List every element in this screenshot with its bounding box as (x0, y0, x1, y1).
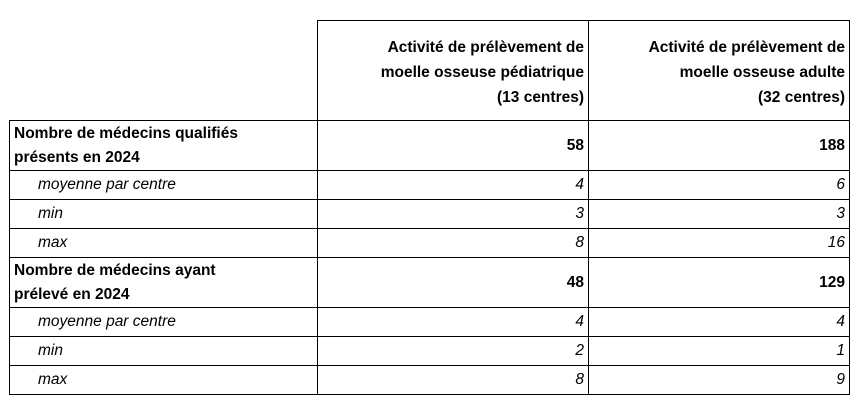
section-row-qualified (10, 121, 850, 171)
header-pediatric-line-2: moelle osseuse pédiatrique (380, 64, 584, 81)
section-value-adult: 188 (589, 121, 850, 171)
header-blank-cell (10, 21, 318, 121)
row-value-pediatric: 3 (318, 200, 589, 229)
section-value-pediatric: 48 (318, 258, 589, 308)
table-row (10, 308, 850, 337)
section-label-sampled (10, 258, 318, 308)
header-pediatric (318, 21, 589, 121)
section-label-line-1: Nombre de médecins qualifiés (14, 124, 238, 142)
row-label: moyenne par centre (10, 171, 318, 200)
section-label-line-2: présents en 2024 (14, 148, 140, 166)
header-adult-line-3: (32 centres) (757, 89, 845, 106)
row-value-adult: 9 (589, 366, 850, 395)
table-row (10, 366, 850, 395)
header-pediatric-line-3: (13 centres) (496, 89, 584, 106)
table-row (10, 200, 850, 229)
row-label: moyenne par centre (10, 308, 318, 337)
table-header-row (10, 21, 850, 121)
header-adult (589, 21, 850, 121)
section-value-pediatric: 58 (318, 121, 589, 171)
table-row (10, 171, 850, 200)
row-label: min (10, 337, 318, 366)
section-label-qualified (10, 121, 318, 171)
row-value-adult: 3 (589, 200, 850, 229)
row-value-pediatric: 4 (318, 171, 589, 200)
row-value-pediatric: 2 (318, 337, 589, 366)
row-value-pediatric: 8 (318, 366, 589, 395)
table-row (10, 337, 850, 366)
row-value-adult: 6 (589, 171, 850, 200)
row-value-pediatric: 4 (318, 308, 589, 337)
row-label: min (10, 200, 318, 229)
table-row (10, 229, 850, 258)
row-value-adult: 16 (589, 229, 850, 258)
row-value-adult: 4 (589, 308, 850, 337)
row-value-adult: 1 (589, 337, 850, 366)
row-label: max (10, 366, 318, 395)
header-pediatric-line-1: Activité de prélèvement de (387, 39, 584, 56)
section-label-line-2: prélevé en 2024 (14, 285, 130, 303)
section-label-line-1: Nombre de médecins ayant (14, 261, 216, 279)
section-row-sampled (10, 258, 850, 308)
section-value-adult: 129 (589, 258, 850, 308)
header-adult-line-1: Activité de prélèvement de (648, 39, 845, 56)
physicians-table (9, 20, 850, 395)
row-label: max (10, 229, 318, 258)
row-value-pediatric: 8 (318, 229, 589, 258)
header-adult-line-2: moelle osseuse adulte (679, 64, 845, 81)
